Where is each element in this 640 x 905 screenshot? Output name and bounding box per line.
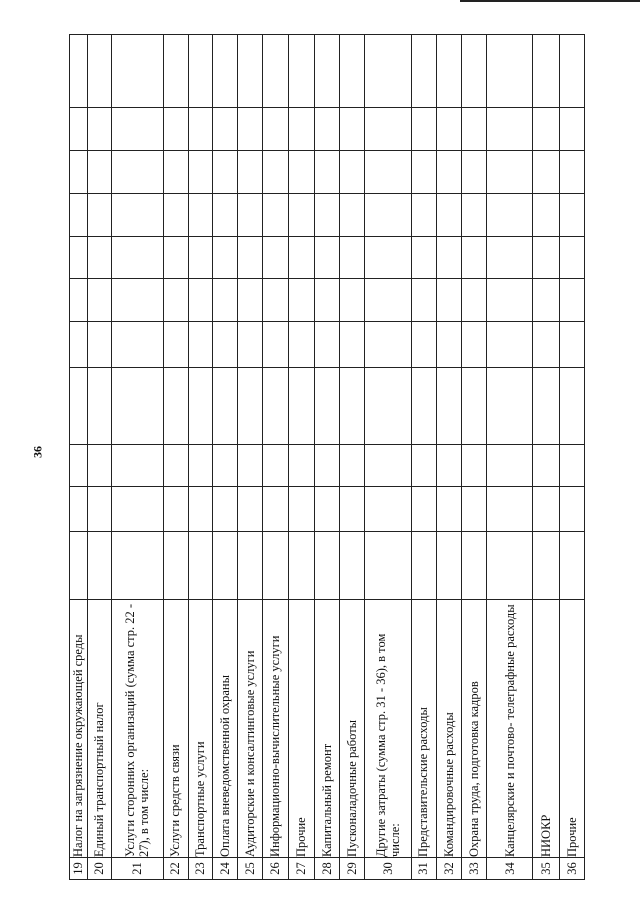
rotated-table-wrapper [69, 35, 585, 880]
empty-cell [340, 108, 365, 151]
empty-cell [314, 322, 339, 368]
empty-cell [188, 237, 212, 279]
empty-cell [288, 151, 314, 194]
empty-cell [112, 194, 164, 237]
row-number: 25 [238, 858, 263, 880]
empty-cell [411, 108, 436, 151]
row-number: 23 [188, 858, 212, 880]
empty-cell [487, 151, 533, 194]
row-number: 29 [340, 858, 365, 880]
empty-cell [365, 322, 411, 368]
row-number: 35 [533, 858, 559, 880]
row-number: 26 [263, 858, 288, 880]
empty-cell [436, 237, 461, 279]
table-row [238, 35, 263, 880]
table-row [288, 35, 314, 880]
empty-cell [87, 368, 111, 445]
empty-cell [411, 279, 436, 322]
row-label: Прочие [288, 600, 314, 858]
table-row [411, 35, 436, 880]
empty-cell [436, 487, 461, 532]
empty-cell [212, 237, 237, 279]
table-row [365, 35, 411, 880]
empty-cell [436, 194, 461, 237]
empty-cell [188, 322, 212, 368]
empty-cell [487, 368, 533, 445]
empty-cell [163, 532, 188, 600]
empty-cell [112, 487, 164, 532]
empty-cell [112, 445, 164, 487]
table-row [559, 35, 584, 880]
empty-cell [411, 322, 436, 368]
empty-cell [263, 445, 288, 487]
table-row [112, 35, 164, 880]
table-row [163, 35, 188, 880]
row-number: 31 [411, 858, 436, 880]
empty-cell [288, 279, 314, 322]
empty-cell [314, 445, 339, 487]
empty-cell [411, 368, 436, 445]
empty-cell [188, 445, 212, 487]
empty-cell [70, 108, 88, 151]
row-number: 20 [87, 858, 111, 880]
table-row [87, 35, 111, 880]
row-label: Аудиторские и консалтинговые услуги [238, 600, 263, 858]
row-number: 33 [461, 858, 486, 880]
row-number: 30 [365, 858, 411, 880]
empty-cell [411, 35, 436, 108]
empty-cell [340, 532, 365, 600]
table-row [188, 35, 212, 880]
empty-cell [87, 532, 111, 600]
empty-cell [188, 35, 212, 108]
empty-cell [487, 445, 533, 487]
empty-cell [461, 151, 486, 194]
empty-cell [461, 445, 486, 487]
empty-cell [163, 368, 188, 445]
empty-cell [314, 108, 339, 151]
empty-cell [70, 322, 88, 368]
empty-cell [238, 237, 263, 279]
empty-cell [288, 487, 314, 532]
row-label: Охрана труда, подготовка кадров [461, 600, 486, 858]
empty-cell [487, 108, 533, 151]
empty-cell [533, 368, 559, 445]
empty-cell [436, 445, 461, 487]
empty-cell [365, 108, 411, 151]
empty-cell [533, 108, 559, 151]
empty-cell [487, 279, 533, 322]
empty-cell [238, 368, 263, 445]
empty-cell [559, 237, 584, 279]
empty-cell [436, 532, 461, 600]
empty-cell [533, 194, 559, 237]
empty-cell [314, 532, 339, 600]
row-label: Капитальный ремонт [314, 600, 339, 858]
expense-table [69, 34, 585, 880]
row-label: Услуги средств связи [163, 600, 188, 858]
table-row [340, 35, 365, 880]
empty-cell [112, 368, 164, 445]
empty-cell [436, 368, 461, 445]
empty-cell [314, 151, 339, 194]
row-number: 21 [112, 858, 164, 880]
empty-cell [411, 487, 436, 532]
empty-cell [87, 194, 111, 237]
empty-cell [559, 532, 584, 600]
empty-cell [188, 532, 212, 600]
row-label: Канцелярские и почтово- телеграфные расходы [487, 600, 533, 858]
empty-cell [314, 279, 339, 322]
empty-cell [70, 194, 88, 237]
table-row [461, 35, 486, 880]
table-row [263, 35, 288, 880]
row-label: Оплата вневедомственной охраны [212, 600, 237, 858]
top-edge-rule [460, 0, 640, 2]
row-number: 36 [559, 858, 584, 880]
empty-cell [70, 237, 88, 279]
row-number: 32 [436, 858, 461, 880]
empty-cell [163, 194, 188, 237]
empty-cell [365, 35, 411, 108]
empty-cell [314, 368, 339, 445]
table-row [533, 35, 559, 880]
empty-cell [238, 108, 263, 151]
empty-cell [163, 445, 188, 487]
empty-cell [533, 445, 559, 487]
empty-cell [263, 151, 288, 194]
empty-cell [70, 368, 88, 445]
empty-cell [263, 279, 288, 322]
empty-cell [212, 279, 237, 322]
empty-cell [288, 532, 314, 600]
empty-cell [365, 237, 411, 279]
empty-cell [70, 445, 88, 487]
empty-cell [70, 151, 88, 194]
empty-cell [559, 35, 584, 108]
empty-cell [238, 532, 263, 600]
empty-cell [559, 322, 584, 368]
empty-cell [340, 487, 365, 532]
empty-cell [487, 532, 533, 600]
empty-cell [288, 108, 314, 151]
row-label: Представительские расходы [411, 600, 436, 858]
empty-cell [263, 237, 288, 279]
empty-cell [314, 487, 339, 532]
row-label: Налог на загрязнение окружающей среды [70, 600, 88, 858]
empty-cell [288, 35, 314, 108]
empty-cell [559, 108, 584, 151]
empty-cell [340, 368, 365, 445]
row-label: Услуги сторонних организаций (сумма стр. 22 - 27), в том числе: [112, 600, 164, 858]
empty-cell [87, 237, 111, 279]
empty-cell [461, 322, 486, 368]
empty-cell [487, 322, 533, 368]
row-number: 27 [288, 858, 314, 880]
empty-cell [70, 35, 88, 108]
empty-cell [263, 194, 288, 237]
empty-cell [87, 322, 111, 368]
empty-cell [87, 108, 111, 151]
empty-cell [436, 108, 461, 151]
empty-cell [487, 194, 533, 237]
empty-cell [212, 532, 237, 600]
empty-cell [238, 35, 263, 108]
empty-cell [461, 237, 486, 279]
empty-cell [340, 35, 365, 108]
empty-cell [212, 108, 237, 151]
empty-cell [263, 487, 288, 532]
empty-cell [461, 532, 486, 600]
empty-cell [238, 487, 263, 532]
row-number: 24 [212, 858, 237, 880]
empty-cell [533, 237, 559, 279]
empty-cell [288, 445, 314, 487]
empty-cell [163, 151, 188, 194]
empty-cell [163, 35, 188, 108]
empty-cell [487, 237, 533, 279]
empty-cell [365, 194, 411, 237]
empty-cell [188, 151, 212, 194]
empty-cell [87, 487, 111, 532]
empty-cell [411, 445, 436, 487]
empty-cell [411, 151, 436, 194]
empty-cell [87, 279, 111, 322]
empty-cell [533, 487, 559, 532]
table-row [70, 35, 88, 880]
empty-cell [87, 151, 111, 194]
empty-cell [365, 151, 411, 194]
empty-cell [340, 322, 365, 368]
empty-cell [314, 35, 339, 108]
empty-cell [436, 151, 461, 194]
empty-cell [87, 445, 111, 487]
empty-cell [288, 368, 314, 445]
empty-cell [212, 487, 237, 532]
row-label: Информационно-вычислительные услуги [263, 600, 288, 858]
empty-cell [411, 532, 436, 600]
empty-cell [487, 35, 533, 108]
table-row [487, 35, 533, 880]
empty-cell [163, 322, 188, 368]
table-row [436, 35, 461, 880]
empty-cell [212, 194, 237, 237]
empty-cell [112, 532, 164, 600]
empty-cell [112, 322, 164, 368]
empty-cell [288, 322, 314, 368]
empty-cell [188, 368, 212, 445]
empty-cell [188, 194, 212, 237]
empty-cell [559, 279, 584, 322]
row-number: 19 [70, 858, 88, 880]
row-label: Транспортные услуги [188, 600, 212, 858]
empty-cell [461, 487, 486, 532]
empty-cell [436, 322, 461, 368]
row-label: Прочие [559, 600, 584, 858]
empty-cell [461, 35, 486, 108]
empty-cell [238, 194, 263, 237]
empty-cell [112, 151, 164, 194]
empty-cell [263, 532, 288, 600]
empty-cell [340, 237, 365, 279]
empty-cell [365, 532, 411, 600]
empty-cell [461, 194, 486, 237]
empty-cell [411, 194, 436, 237]
row-number: 22 [163, 858, 188, 880]
empty-cell [461, 108, 486, 151]
empty-cell [365, 487, 411, 532]
empty-cell [533, 322, 559, 368]
empty-cell [487, 487, 533, 532]
empty-cell [340, 151, 365, 194]
empty-cell [436, 279, 461, 322]
empty-cell [533, 532, 559, 600]
row-number: 28 [314, 858, 339, 880]
row-label: Командировочные расходы [436, 600, 461, 858]
empty-cell [314, 237, 339, 279]
empty-cell [559, 368, 584, 445]
empty-cell [163, 108, 188, 151]
empty-cell [112, 35, 164, 108]
empty-cell [163, 487, 188, 532]
empty-cell [70, 532, 88, 600]
empty-cell [533, 151, 559, 194]
empty-cell [461, 368, 486, 445]
table-row [212, 35, 237, 880]
empty-cell [461, 279, 486, 322]
empty-cell [212, 322, 237, 368]
empty-cell [365, 445, 411, 487]
row-label: Пусконаладочные работы [340, 600, 365, 858]
empty-cell [288, 194, 314, 237]
empty-cell [365, 279, 411, 322]
empty-cell [436, 35, 461, 108]
empty-cell [112, 237, 164, 279]
empty-cell [238, 279, 263, 322]
page-number: 36 [30, 446, 45, 458]
empty-cell [238, 445, 263, 487]
empty-cell [112, 108, 164, 151]
empty-cell [533, 279, 559, 322]
empty-cell [340, 279, 365, 322]
empty-cell [238, 322, 263, 368]
empty-cell [288, 237, 314, 279]
empty-cell [411, 237, 436, 279]
empty-cell [559, 445, 584, 487]
empty-cell [212, 151, 237, 194]
row-number: 34 [487, 858, 533, 880]
empty-cell [212, 35, 237, 108]
empty-cell [112, 279, 164, 322]
empty-cell [365, 368, 411, 445]
empty-cell [559, 487, 584, 532]
empty-cell [314, 194, 339, 237]
empty-cell [163, 279, 188, 322]
row-label: НИОКР [533, 600, 559, 858]
empty-cell [559, 194, 584, 237]
row-label: Другие затраты (сумма стр. 31 - 36), в том числе: [365, 600, 411, 858]
empty-cell [238, 151, 263, 194]
empty-cell [263, 322, 288, 368]
empty-cell [340, 445, 365, 487]
empty-cell [340, 194, 365, 237]
empty-cell [533, 35, 559, 108]
empty-cell [70, 279, 88, 322]
empty-cell [263, 35, 288, 108]
empty-cell [212, 445, 237, 487]
empty-cell [212, 368, 237, 445]
empty-cell [188, 487, 212, 532]
table-row [314, 35, 339, 880]
empty-cell [188, 279, 212, 322]
empty-cell [263, 368, 288, 445]
empty-cell [70, 487, 88, 532]
empty-cell [163, 237, 188, 279]
empty-cell [263, 108, 288, 151]
empty-cell [87, 35, 111, 108]
empty-cell [188, 108, 212, 151]
empty-cell [559, 151, 584, 194]
row-label: Единый транспортный налог [87, 600, 111, 858]
